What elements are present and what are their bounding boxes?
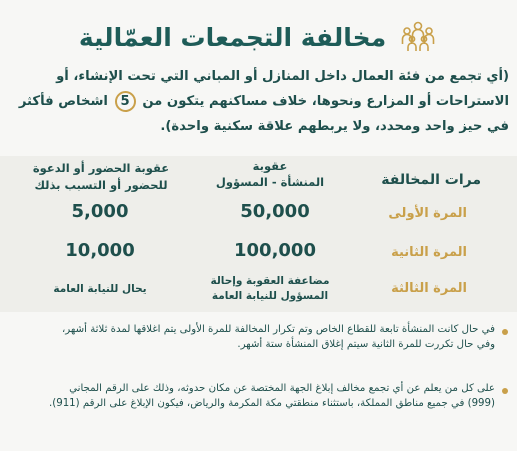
intro-part2: اشخاص فأكثر في حيز واحد ومحدد، ولا يربطهم علاقة سكنية واحدة). bbox=[18, 94, 509, 134]
entity-fine-second: 100,000 bbox=[234, 240, 316, 261]
intro-number-badge: 5 bbox=[115, 91, 136, 112]
note-report bbox=[25, 382, 495, 411]
page-title: مخالفة التجمعات العمّالية bbox=[78, 22, 387, 52]
header-attend-penalty bbox=[6, 160, 196, 194]
entity-penalty-third-line1: مضاعفة العقوبة وإحالة bbox=[210, 275, 330, 287]
intro-text bbox=[8, 64, 509, 139]
intro-part1: (أي تجمع من فئة العمال داخل المنازل أو المباني التي تحت الإنشاء، أو الاستراحات أو المزارع ونحوها، خلاف مساكنهم يتكون من bbox=[56, 69, 509, 109]
entity-penalty-third-line2: المسؤول للنيابة العامة bbox=[211, 290, 329, 302]
note-bullet-icon bbox=[502, 388, 508, 394]
row-label-third: المرة الثالثة bbox=[391, 281, 467, 296]
group-of-people-icon bbox=[398, 17, 438, 57]
attend-fine-first: 5,000 bbox=[71, 201, 129, 222]
entity-penalty-third bbox=[195, 274, 345, 304]
note-report-line1: على كل من يعلم عن أي تجمع مخالف إبلاغ الجهة المختصة عن مكان حدوثه، وذلك على الرقم المجاني bbox=[69, 383, 495, 394]
header-entity-line2: المنشأة - المسؤول bbox=[215, 175, 325, 189]
attend-fine-second: 10,000 bbox=[65, 240, 135, 261]
entity-fine-first: 50,000 bbox=[240, 201, 310, 222]
header-entity-line1: عقوبة bbox=[252, 159, 288, 173]
note-bullet-icon bbox=[502, 329, 508, 335]
header-violations: مرات المخالفة bbox=[381, 172, 481, 188]
attend-penalty-third: يحال للنيابة العامة bbox=[53, 283, 147, 295]
note-closure-line2: وفي حال تكررت للمرة الثانية سيتم إغلاق المنشأة ستة أشهر. bbox=[237, 338, 495, 350]
row-label-second: المرة الثانية bbox=[391, 245, 467, 260]
header-attend-line2: للحضور أو التسبب بذلك bbox=[34, 178, 168, 192]
header-entity-penalty bbox=[205, 158, 335, 190]
note-closure-line1: في حال كانت المنشأة تابعة للقطاع الخاص وتم تكرار المخالفة للمرة الأولى يتم اغلاقها لمدة ثلاثة أشهر، bbox=[62, 324, 495, 335]
title-row bbox=[0, 14, 517, 60]
row-label-first: المرة الأولى bbox=[388, 206, 467, 221]
header-attend-line1: عقوبة الحضور أو الدعوة bbox=[32, 161, 170, 175]
note-closure bbox=[25, 323, 495, 352]
note-report-line2: (999) في جميع مناطق المملكة، باستثناء منطقتي مكة المكرمة والرياض، فيكون الإبلاغ على الرقم (911). bbox=[49, 397, 495, 409]
